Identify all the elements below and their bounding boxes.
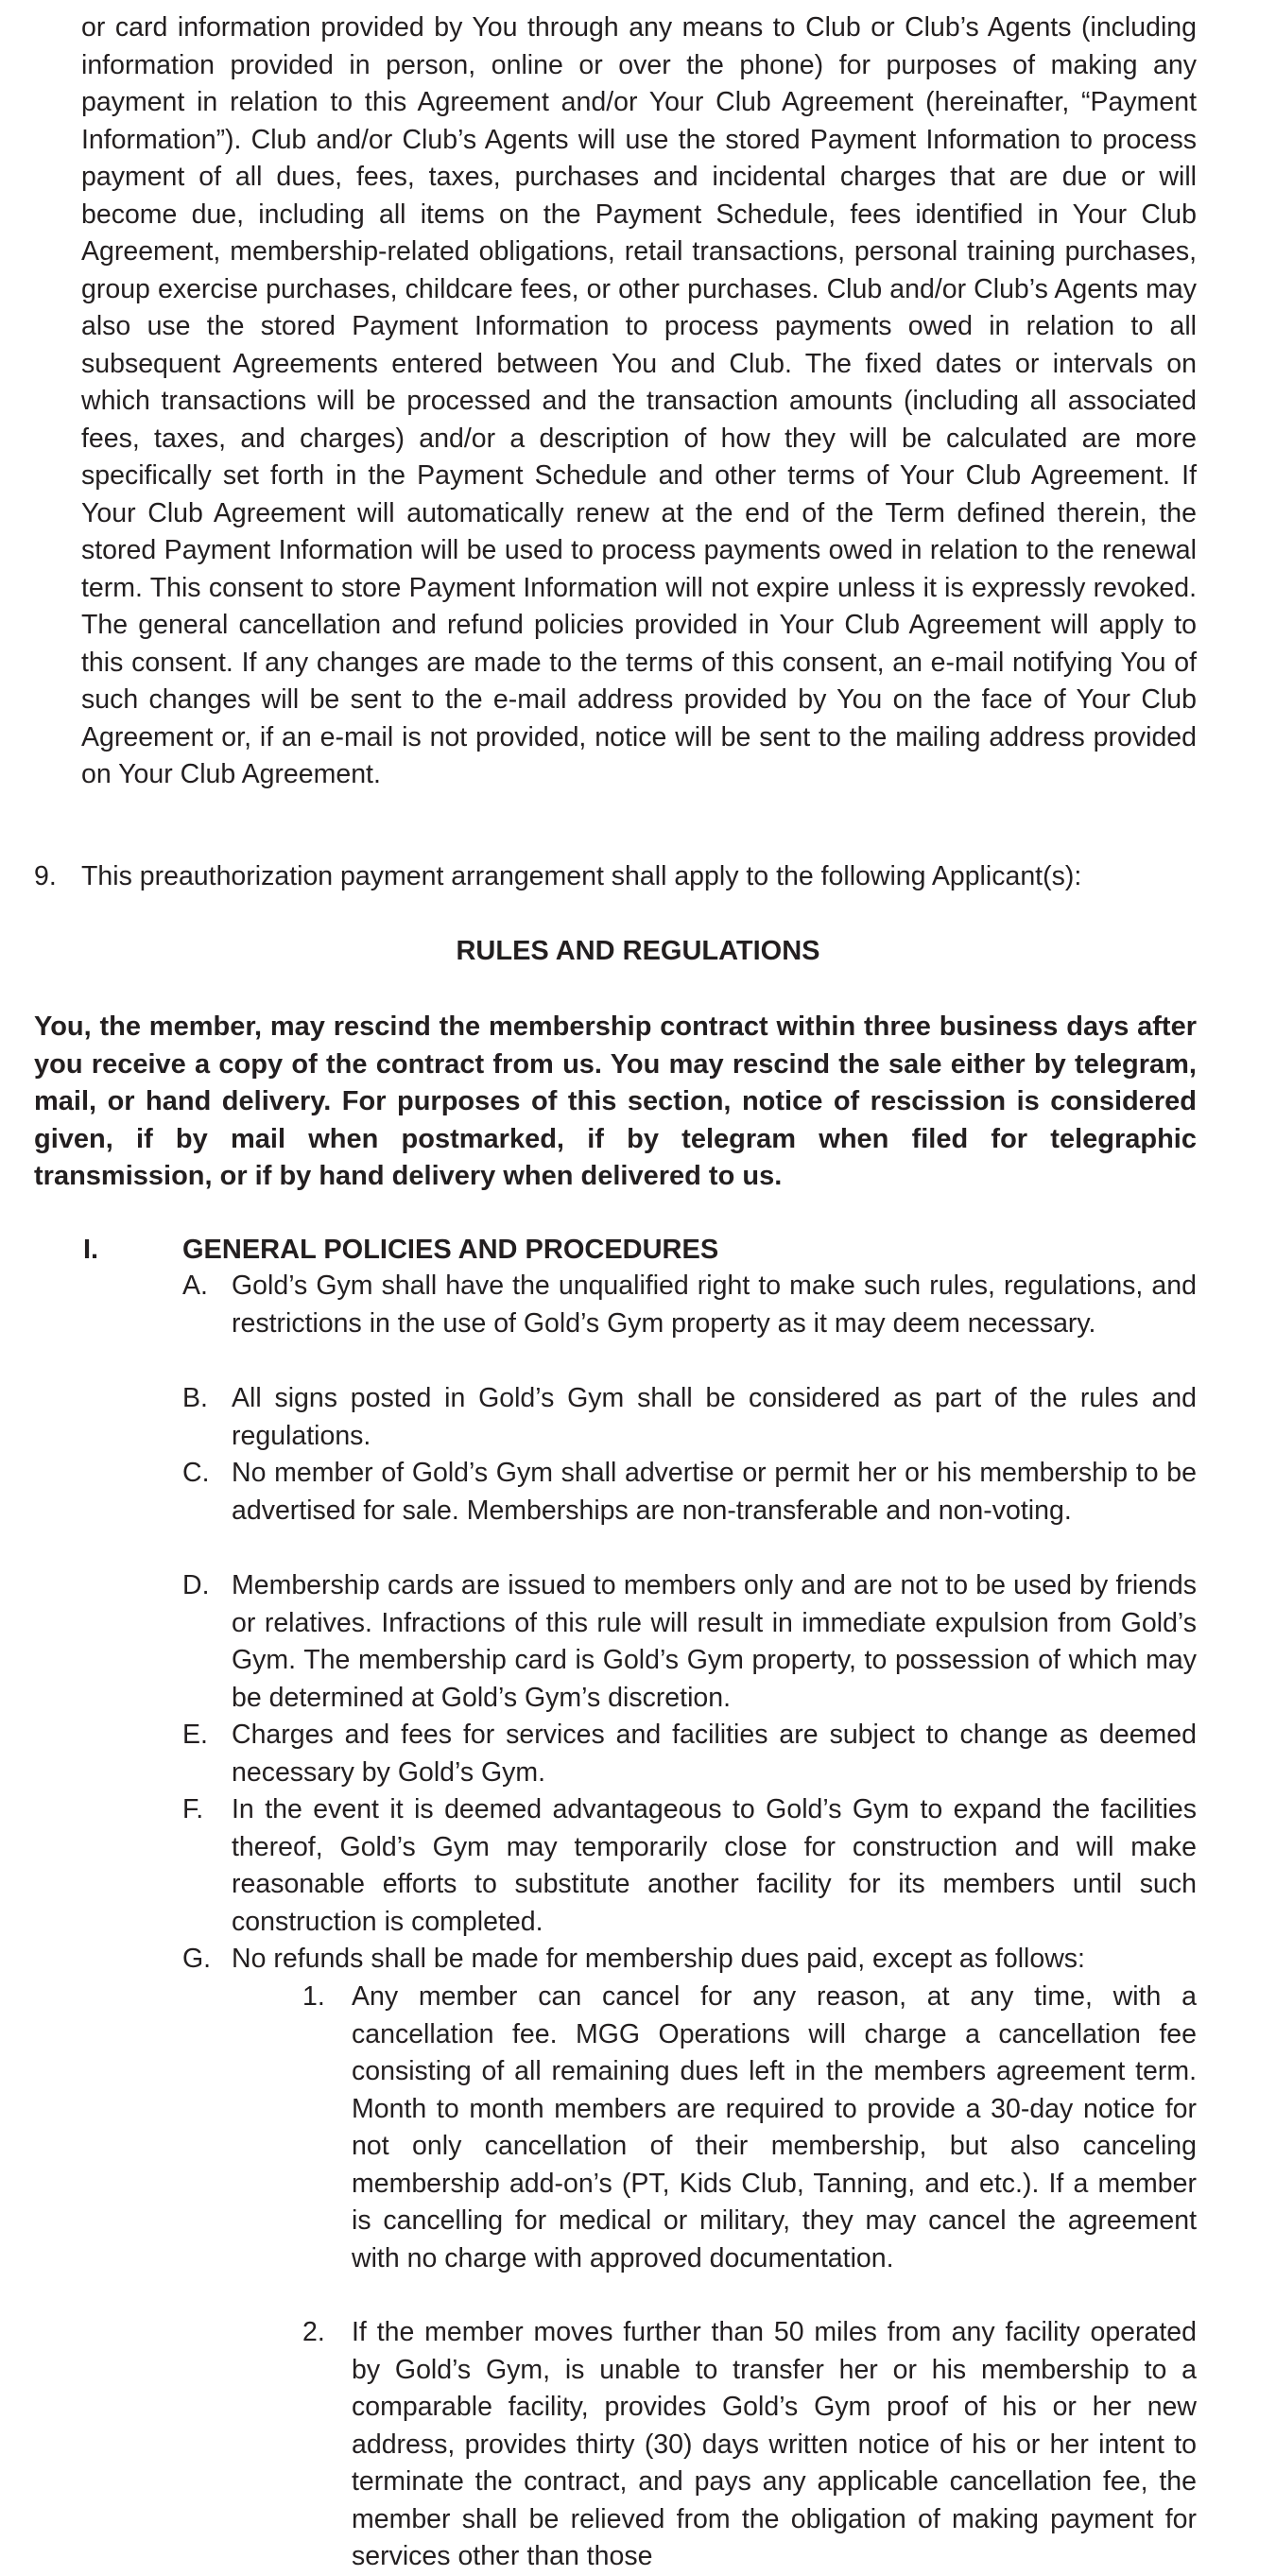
policy-item-letter: F. [182,1794,204,1824]
policy-item-text: Charges and fees for services and facilities are subject to change as deemed necessary by Gold’s Gym. [232,1720,1197,1788]
refund-exception-text: Any member can cancel for any reason, at any time, with a cancellation fee. MGG Operations will charge a cancellation fee consisting of all remaining dues left in the members agreement term. Month to month members are required to provide a 30-day notice for not only cancellation of their membership, but also canceling membership add-on’s (PT, Kids Club, Tanning, and etc.). If a member is cancelling for medical or military, they may cancel the agreement with no charge with approved documentation. [352,1981,1197,2273]
clause-9-number: 9. [34,861,57,891]
policy-item-letter: D. [182,1570,210,1600]
clause-8-continuation: or card information provided by You through any means to Club or Club’s Agents (including information provided in person, online or over the phone) for purposes of making any payment in relation to this Agreement and/or Your Club Agreement (hereinafter, “Payment Information”). Club and/or Club’s Agents will use the stored Payment Information to process payment of all dues, fees, taxes, purchases and incidental charges that are due or will become due, including all items on the Payment Schedule, fees identified in Your Club Agreement, membership-related obligations, retail transactions, personal training purchases, group exercise purchases, childcare fees, or other purchases. Club and/or Club’s Agents may also use the stored Payment Information to process payments owed in relation to all subsequent Agreements entered between You and Club. The fixed dates or intervals on which transactions will be processed and the transaction amounts (including all associated fees, taxes, and charges) and/or a description of how they will be calculated are more specifically set forth in the Payment Schedule and other terms of Your Club Agreement. If Your Club Agreement will automatically renew at the end of the Term defined therein, the stored Payment Information will be used to process payments owed in relation to the renewal term. This consent to store Payment Information will not expire unless it is expressly revoked. The general cancellation and refund policies provided in Your Club Agreement will apply to this consent. If any changes are made to the terms of this consent, an e-mail notifying You of such changes will be sent to the e-mail address provided by You on the face of Your Club Agreement or, if an e-mail is not provided, notice will be sent to the mailing address provided on Your Club Agreement. [81,12,1197,789]
policy-item-text: Gold’s Gym shall have the unqualified right to make such rules, regulations, and restrictions in the use of Gold’s Gym property as it may deem necessary. [232,1271,1197,1339]
rescission-notice: You, the member, may rescind the membership contract within three business days after you receive a copy of the contract from us. You may rescind the sale either by telegram, mail, or hand delivery. For purposes of this section, notice of rescission is considered given, if by mail when postmarked, if by telegram when filed for telegraphic transmission, or if by hand delivery when delivered to us. [34,1011,1197,1191]
refund-exception-text: If the member moves further than 50 miles from any facility operated by Gold’s Gym, is unable to transfer her or his membership to a comparable facility, provides Gold’s Gym proof of his or her new address, provides thirty (30) days written notice of his or her intent to terminate the contract, and pays any applicable cancellation fee, the member shall be relieved from the obligation of making payment for services other than those [352,2317,1197,2571]
refund-exception-number: 2. [302,2317,325,2347]
policy-item-letter: G. [182,1944,212,1974]
policy-item-text: Membership cards are issued to members only and are not to be used by friends or relatives. Infractions of this rule will result in immediate expulsion from Gold’s Gym. The membership card is Gold’s Gym property, to possession of which may be determined at Gold’s Gym’s discretion. [232,1570,1197,1713]
policy-item-letter: B. [182,1383,208,1413]
rules-heading: RULES AND REGULATIONS [456,936,820,966]
section-1-title: GENERAL POLICIES AND PROCEDURES [182,1235,719,1265]
section-1-number: I. [83,1235,99,1265]
policy-item-text: All signs posted in Gold’s Gym shall be considered as part of the rules and regulations. [232,1383,1197,1451]
policy-item-text: In the event it is deemed advantageous to Gold’s Gym to expand the facilities thereof, Gold’s Gym may temporarily close for construction and will make reasonable efforts to substitute another facility for its members until such construction is completed. [232,1794,1197,1937]
policy-item-letter: E. [182,1720,208,1750]
policy-item-letter: A. [182,1271,208,1301]
policy-item-text: No refunds shall be made for membership dues paid, except as follows: [232,1944,1085,1974]
refund-exception-number: 1. [302,1981,325,2012]
policy-item-text: No member of Gold’s Gym shall advertise or permit her or his membership to be advertised for sale. Memberships are non-transferable and non-voting. [232,1458,1197,1526]
clause-9-text: This preauthorization payment arrangement shall apply to the following Applicant(s): [81,861,1082,891]
policy-item-letter: C. [182,1458,210,1488]
